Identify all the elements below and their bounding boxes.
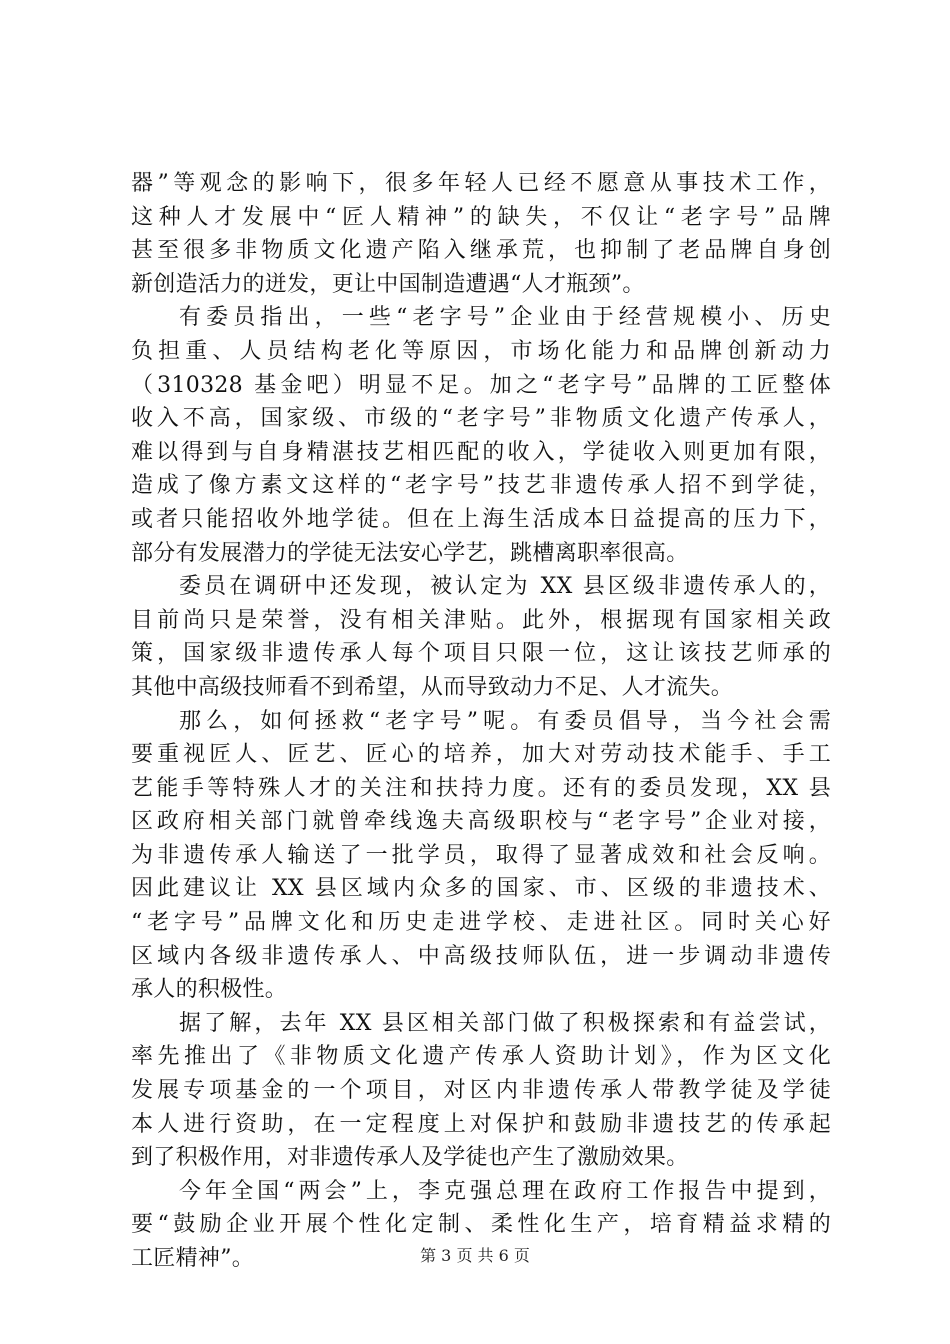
text-line: 造成了像方素文这样的“老字号”技艺非遗传承人招不到学徒， bbox=[131, 473, 831, 499]
text-line: 或者只能招收外地学徒。但在上海生活成本日益提高的压力下， bbox=[131, 506, 831, 532]
text-line: 目前尚只是荣誉，没有相关津贴。此外，根据现有国家相关政 bbox=[131, 607, 831, 633]
text-line: 收入不高，国家级、市级的“老字号”非物质文化遗产传承人， bbox=[131, 406, 831, 432]
text-line: 器”等观念的影响下，很多年轻人已经不愿意从事技术工作， bbox=[131, 171, 831, 196]
text-line: 艺能手等特殊人才的关注和扶持力度。还有的委员发现，XX 县 bbox=[131, 775, 831, 801]
text-line: 负担重、人员结构老化等原因，市场化能力和品牌创新动力 bbox=[131, 338, 831, 364]
text-line: 委员在调研中还发现，被认定为 XX 县区级非遗传承人的， bbox=[179, 574, 831, 600]
text-line: 今年全国“两会”上，李克强总理在政府工作报告中提到， bbox=[179, 1178, 831, 1204]
text-line: “老字号”品牌文化和历史走进学校、走进社区。同时关心好 bbox=[131, 910, 831, 936]
text-line: （310328 基金吧）明显不足。加之“老字号”品牌的工匠整体 bbox=[131, 372, 831, 398]
text-line: 难以得到与自身精湛技艺相匹配的收入，学徒收入则更加有限， bbox=[131, 439, 831, 465]
text-line: 要“鼓励企业开展个性化定制、柔性化生产，培育精益求精的 bbox=[131, 1212, 831, 1238]
text-line: 到了积极作用，对非遗传承人及学徒也产生了激励效果。 bbox=[131, 1145, 689, 1171]
text-line: 新创造活力的迸发，更让中国制造遭遇“人才瓶颈”。 bbox=[131, 271, 645, 297]
text-line: 策，国家级非遗传承人每个项目只限一位，这让该技艺师承的 bbox=[131, 641, 831, 667]
text-line: 要重视匠人、匠艺、匠心的培养，加大对劳动技术能手、手工 bbox=[131, 742, 831, 768]
text-line: 这种人才发展中“匠人精神”的缺失，不仅让“老字号”品牌 bbox=[131, 204, 831, 230]
text-line: 有委员指出，一些“老字号”企业由于经营规模小、历史 bbox=[179, 305, 831, 331]
text-line: 承人的积极性。 bbox=[131, 977, 288, 1003]
text-line: 本人进行资助，在一定程度上对保护和鼓励非遗技艺的传承起 bbox=[131, 1111, 831, 1137]
text-line: 部分有发展潜力的学徒无法安心学艺，跳槽离职率很高。 bbox=[131, 540, 689, 566]
text-line: 工匠精神”。 bbox=[131, 1246, 255, 1271]
text-line: 发展专项基金的一个项目，对区内非遗传承人带教学徒及学徒 bbox=[131, 1078, 831, 1104]
text-line: 区域内各级非遗传承人、中高级技师队伍，进一步调动非遗传 bbox=[131, 943, 831, 969]
document-body bbox=[131, 167, 831, 1276]
text-line: 据了解，去年 XX 县区相关部门做了积极探索和有益尝试， bbox=[179, 1010, 831, 1036]
text-line: 其他中高级技师看不到希望，从而导致动力不足、人才流失。 bbox=[131, 674, 734, 700]
text-line: 区政府相关部门就曾牵线逸夫高级职校与“老字号”企业对接， bbox=[131, 809, 831, 835]
text-line: 甚至很多非物质文化遗产陷入继承荒，也抑制了老品牌自身创 bbox=[131, 238, 831, 264]
text-line: 为非遗传承人输送了一批学员，取得了显著成效和社会反响。 bbox=[131, 842, 831, 868]
text-line: 那么，如何拯救“老字号”呢。有委员倡导，当今社会需 bbox=[179, 708, 831, 734]
text-line: 率先推出了《非物质文化遗产传承人资助计划》，作为区文化 bbox=[131, 1044, 831, 1070]
page-footer: 第 3 页 共 6 页 bbox=[420, 1246, 530, 1265]
text-line: 因此建议让 XX 县区域内众多的国家、市、区级的非遗技术、 bbox=[131, 876, 831, 902]
